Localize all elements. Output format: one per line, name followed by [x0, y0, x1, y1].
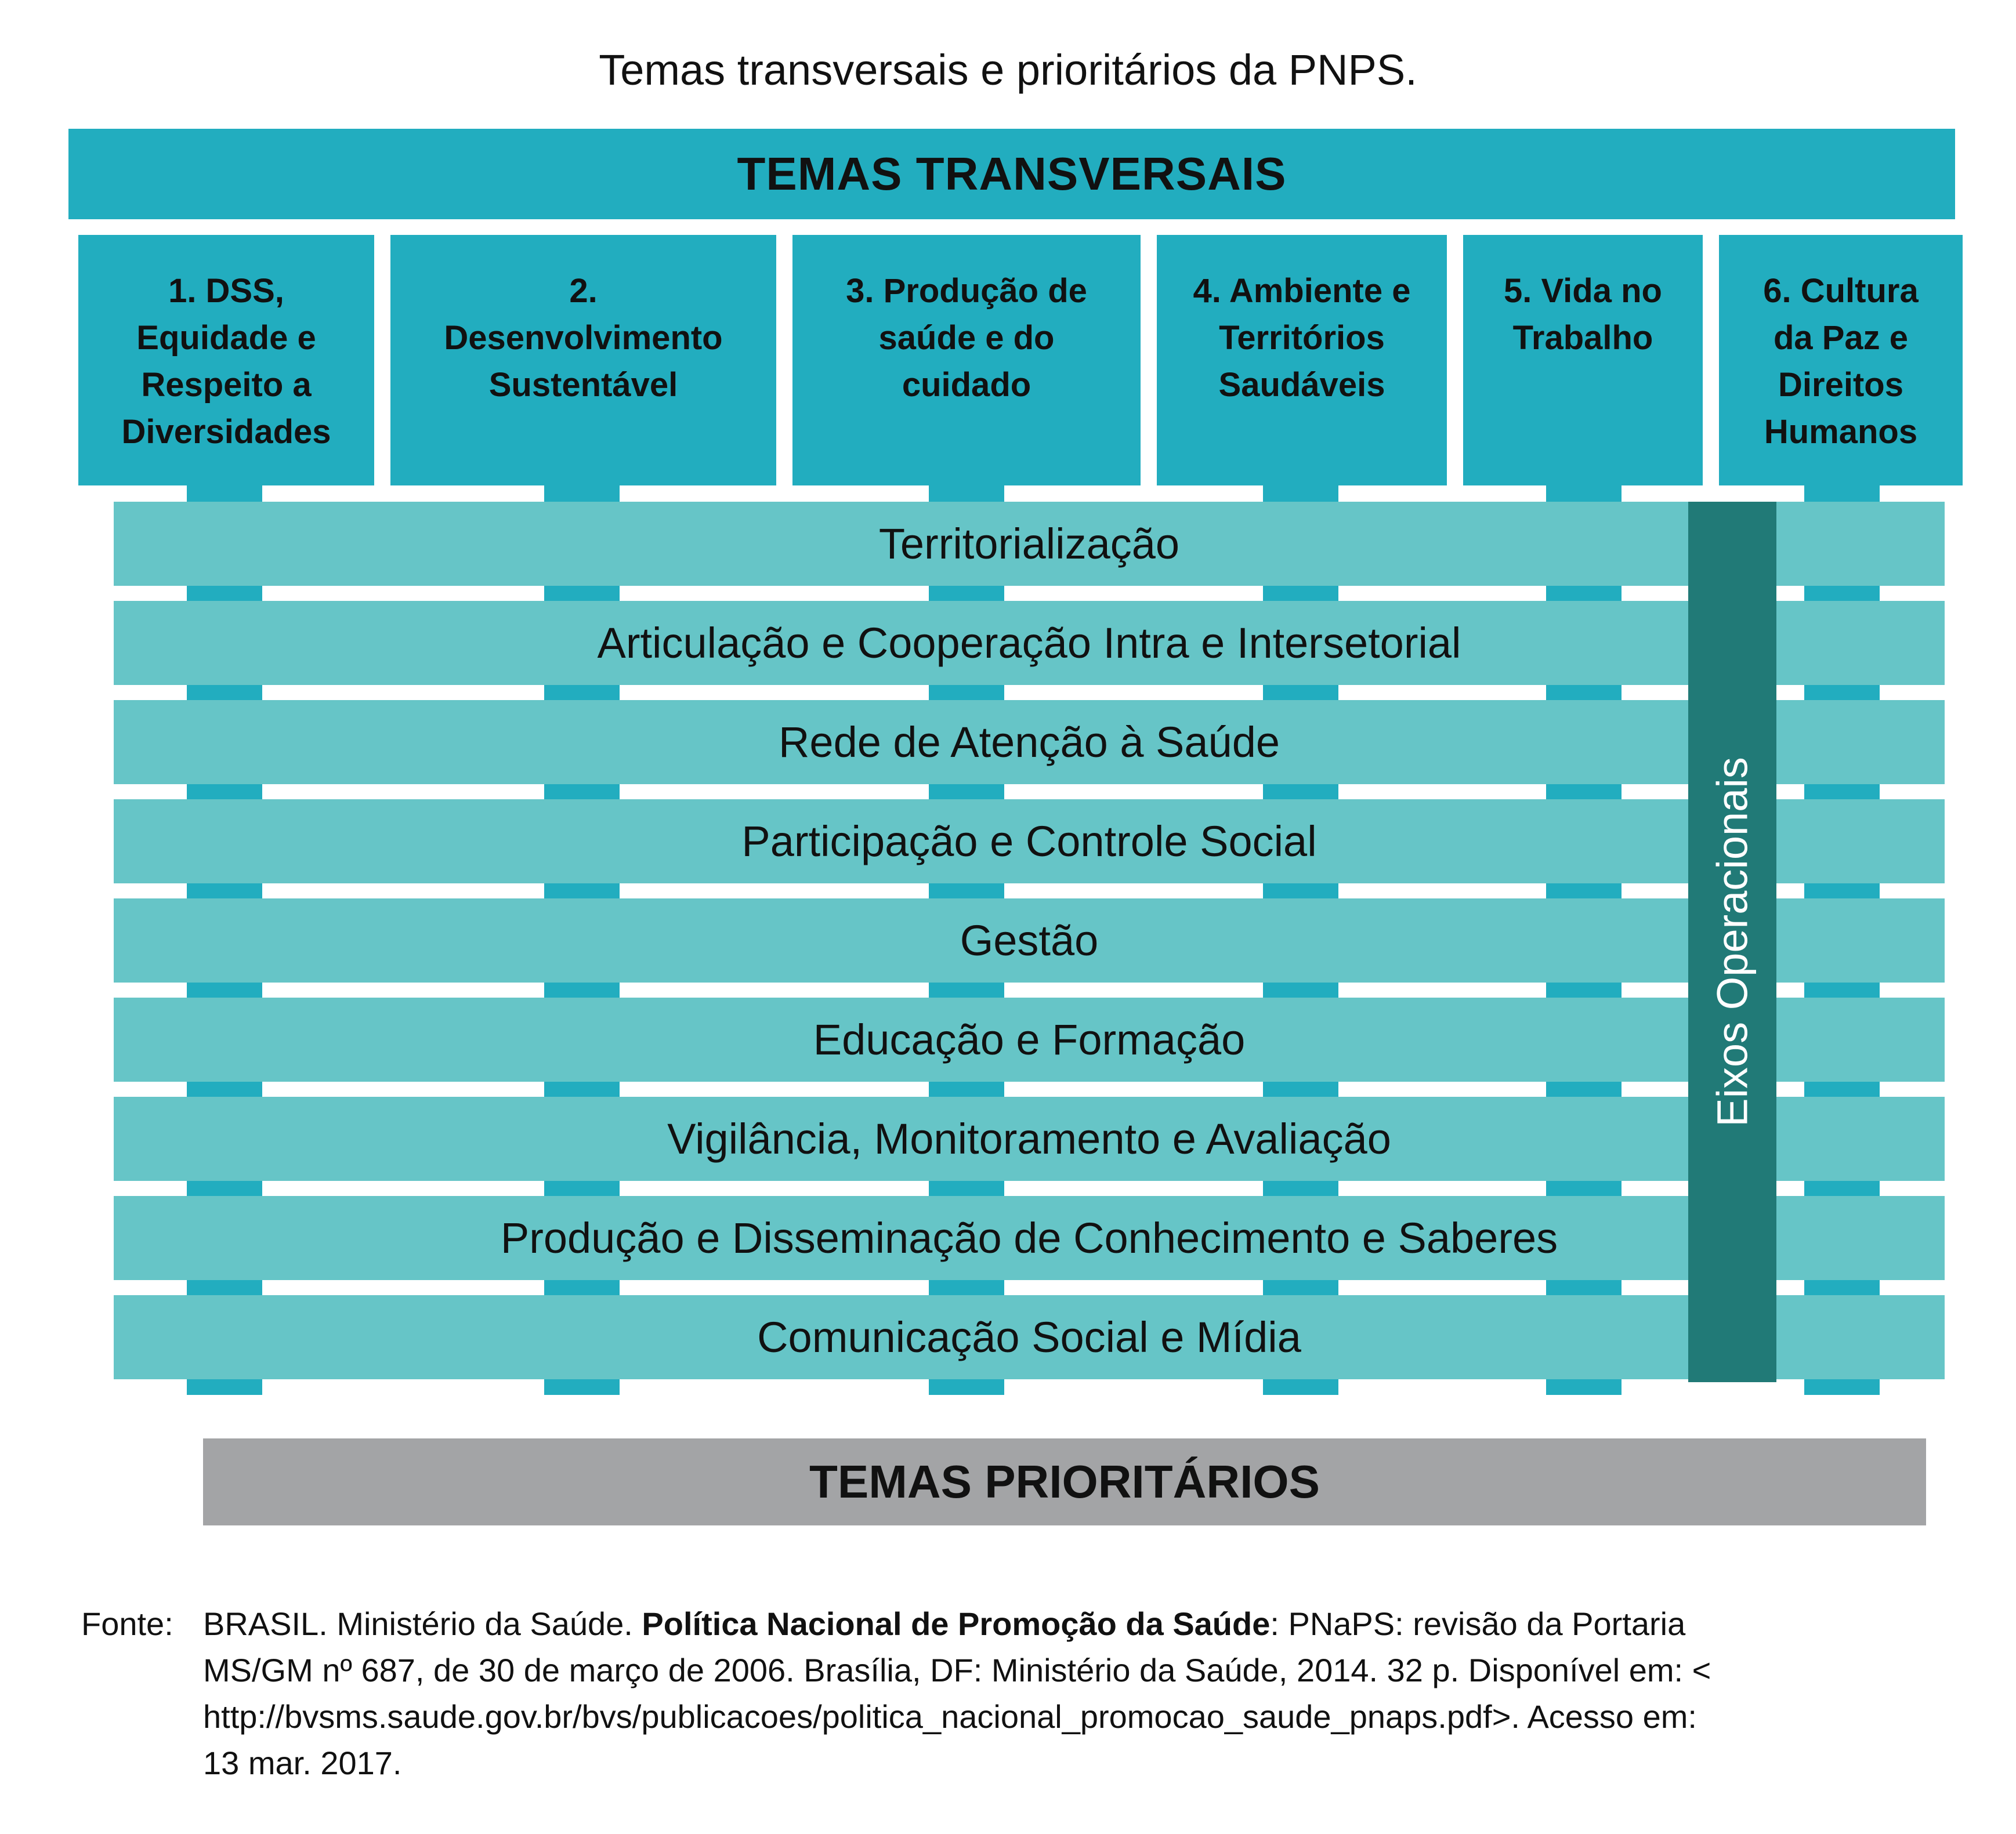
axis-label: Participação e Controle Social — [741, 817, 1317, 865]
source-line1-rest: : PNaPS: revisão da Portaria — [1270, 1605, 1686, 1642]
axis-bar-participacao — [114, 799, 1945, 883]
axis-bar-articulacao — [114, 601, 1945, 685]
source-line-1 — [203, 1601, 1972, 1647]
source-prefix: BRASIL. Ministério da Saúde. — [203, 1605, 642, 1642]
axis-label: Vigilância, Monitoramento e Avaliação — [667, 1115, 1391, 1163]
axis-label: Comunicação Social e Mídia — [757, 1313, 1301, 1361]
diagram-title: Temas transversais e prioritários da PNPS. — [599, 45, 1417, 94]
source-line-4: 13 mar. 2017. — [203, 1745, 402, 1781]
theme-box-ambiente: 4. Ambiente e Territórios Saudáveis — [1157, 235, 1447, 485]
source-line-3: http://bvsms.saude.gov.br/bvs/publicacoes/politica_nacional_promocao_saude_pnaps.pdf>. Acesso em: — [203, 1698, 1697, 1735]
source-label: Fonte: — [81, 1605, 173, 1642]
axis-bar-producao-conhecimento — [114, 1196, 1945, 1280]
axis-label: Gestão — [960, 916, 1099, 965]
theme-box-dss: 1. DSS, Equidade e Respeito a Diversidades — [78, 235, 374, 485]
axis-bar-gestao — [114, 898, 1945, 983]
axis-bar-comunicacao — [114, 1295, 1945, 1379]
axis-label: Territorialização — [878, 520, 1180, 568]
theme-box-cultura-paz: 6. Cultura da Paz e Direitos Humanos — [1719, 235, 1963, 485]
axis-bar-vigilancia — [114, 1097, 1945, 1181]
source-line-2: MS/GM nº 687, de 30 de março de 2006. Brasília, DF: Ministério da Saúde, 2014. 32 p. Disponível em: < — [203, 1652, 1711, 1688]
priority-themes-header: TEMAS PRIORITÁRIOS — [203, 1438, 1926, 1525]
source-bold-title: Política Nacional de Promoção da Saúde — [642, 1605, 1271, 1642]
axis-label: Educação e Formação — [813, 1016, 1246, 1064]
axis-label: Rede de Atenção à Saúde — [778, 718, 1280, 766]
axis-bar-educacao — [114, 998, 1945, 1082]
axis-label: Produção e Disseminação de Conhecimento e Saberes — [500, 1214, 1558, 1262]
axis-bar-territorializacao — [114, 502, 1945, 586]
transversal-themes-header: TEMAS TRANSVERSAIS — [68, 129, 1955, 219]
axis-label: Articulação e Cooperação Intra e Intersetorial — [597, 619, 1461, 667]
operational-axes-label: Eixos Operacionais — [1708, 757, 1757, 1127]
theme-box-desenvolvimento: 2. Desenvolvimento Sustentável — [390, 235, 776, 485]
theme-box-producao: 3. Produção de saúde e do cuidado — [792, 235, 1141, 485]
theme-box-trabalho: 5. Vida no Trabalho — [1463, 235, 1703, 485]
source-citation — [203, 1601, 1972, 1786]
axis-bar-rede-atencao — [114, 700, 1945, 784]
